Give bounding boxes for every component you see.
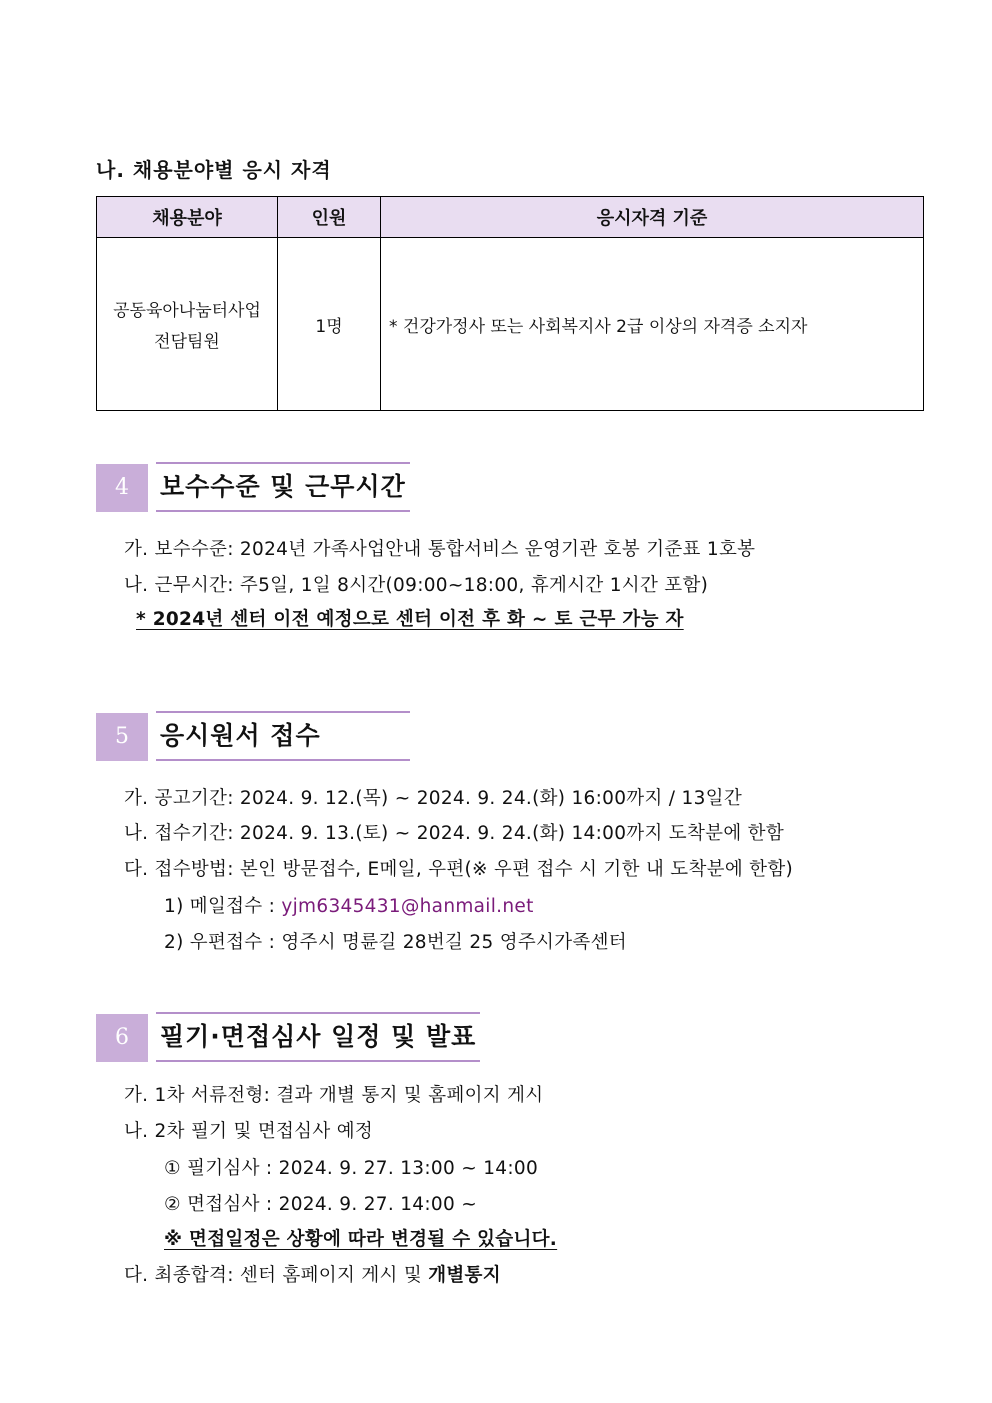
email-link[interactable]: yjm6345431@hanmail.net — [281, 896, 534, 917]
table-header-count: 인원 — [278, 197, 381, 238]
section4-note: * 2024년 센터 이전 예정으로 센터 이전 후 화 ~ 토 근무 가능 자 — [136, 609, 684, 630]
section6-item-1: 가. 1차 서류전형: 결과 개별 통지 및 홈페이지 게시 — [124, 1085, 544, 1106]
post-line: 2) 우편접수 : 영주시 명륜길 28번길 25 영주시가족센터 — [164, 932, 627, 953]
section4-item-2: 나. 근무시간: 주5일, 1일 8시간(09:00~18:00, 휴게시간 1시간 포함) — [124, 575, 709, 596]
table-cell-criteria: * 건강가정사 또는 사회복지사 2급 이상의 자격증 소지자 — [381, 238, 924, 411]
final-result-bold: 개별통지 — [428, 1265, 501, 1286]
section4-title: 보수수준 및 근무시간 — [156, 462, 410, 512]
section5-number: 5 — [96, 713, 148, 761]
table-header-criteria: 응시자격 기준 — [381, 197, 924, 238]
table-cell-field — [97, 238, 278, 411]
field-line2: 전담팀원 — [154, 332, 220, 352]
section6-item-2: 나. 2차 필기 및 면접심사 예정 — [124, 1121, 374, 1142]
final-result-line — [124, 1261, 501, 1287]
section6-title: 필기·면접심사 일정 및 발표 — [156, 1012, 480, 1062]
table-header-field: 채용분야 — [97, 197, 278, 238]
section6-number: 6 — [96, 1014, 148, 1062]
section5-title: 응시원서 접수 — [156, 711, 410, 761]
table-row — [97, 238, 924, 411]
field-line1: 공동육아나눔터사업 — [113, 301, 261, 321]
subheading: 나. 채용분야별 응시 자격 — [96, 158, 332, 182]
section6-note: ※ 면접일정은 상황에 따라 변경될 수 있습니다. — [164, 1229, 558, 1250]
email-label: 1) 메일접수 : — [164, 896, 282, 917]
section5-item-2: 나. 접수기간: 2024. 9. 13.(토) ~ 2024. 9. 24.(화) 14:00까지 도착분에 한함 — [124, 823, 785, 844]
table-cell-count: 1명 — [278, 238, 381, 411]
qualification-table — [96, 196, 924, 411]
section5-item-1: 가. 공고기간: 2024. 9. 12.(목) ~ 2024. 9. 24.(화) 16:00까지 / 13일간 — [124, 788, 743, 809]
interview-line: ② 면접심사 : 2024. 9. 27. 14:00 ~ — [164, 1194, 478, 1215]
section4-number: 4 — [96, 464, 148, 512]
section4-item-1: 가. 보수수준: 2024년 가족사업안내 통합서비스 운영기관 호봉 기준표 1호봉 — [124, 539, 756, 560]
written-exam-line: ① 필기심사 : 2024. 9. 27. 13:00 ~ 14:00 — [164, 1158, 539, 1179]
email-line — [164, 892, 534, 918]
section5-item-3: 다. 접수방법: 본인 방문접수, E메일, 우편(※ 우편 접수 시 기한 내 도착분에 한함) — [124, 859, 794, 880]
final-result-prefix: 다. 최종합격: 센터 홈페이지 게시 및 — [124, 1265, 429, 1286]
